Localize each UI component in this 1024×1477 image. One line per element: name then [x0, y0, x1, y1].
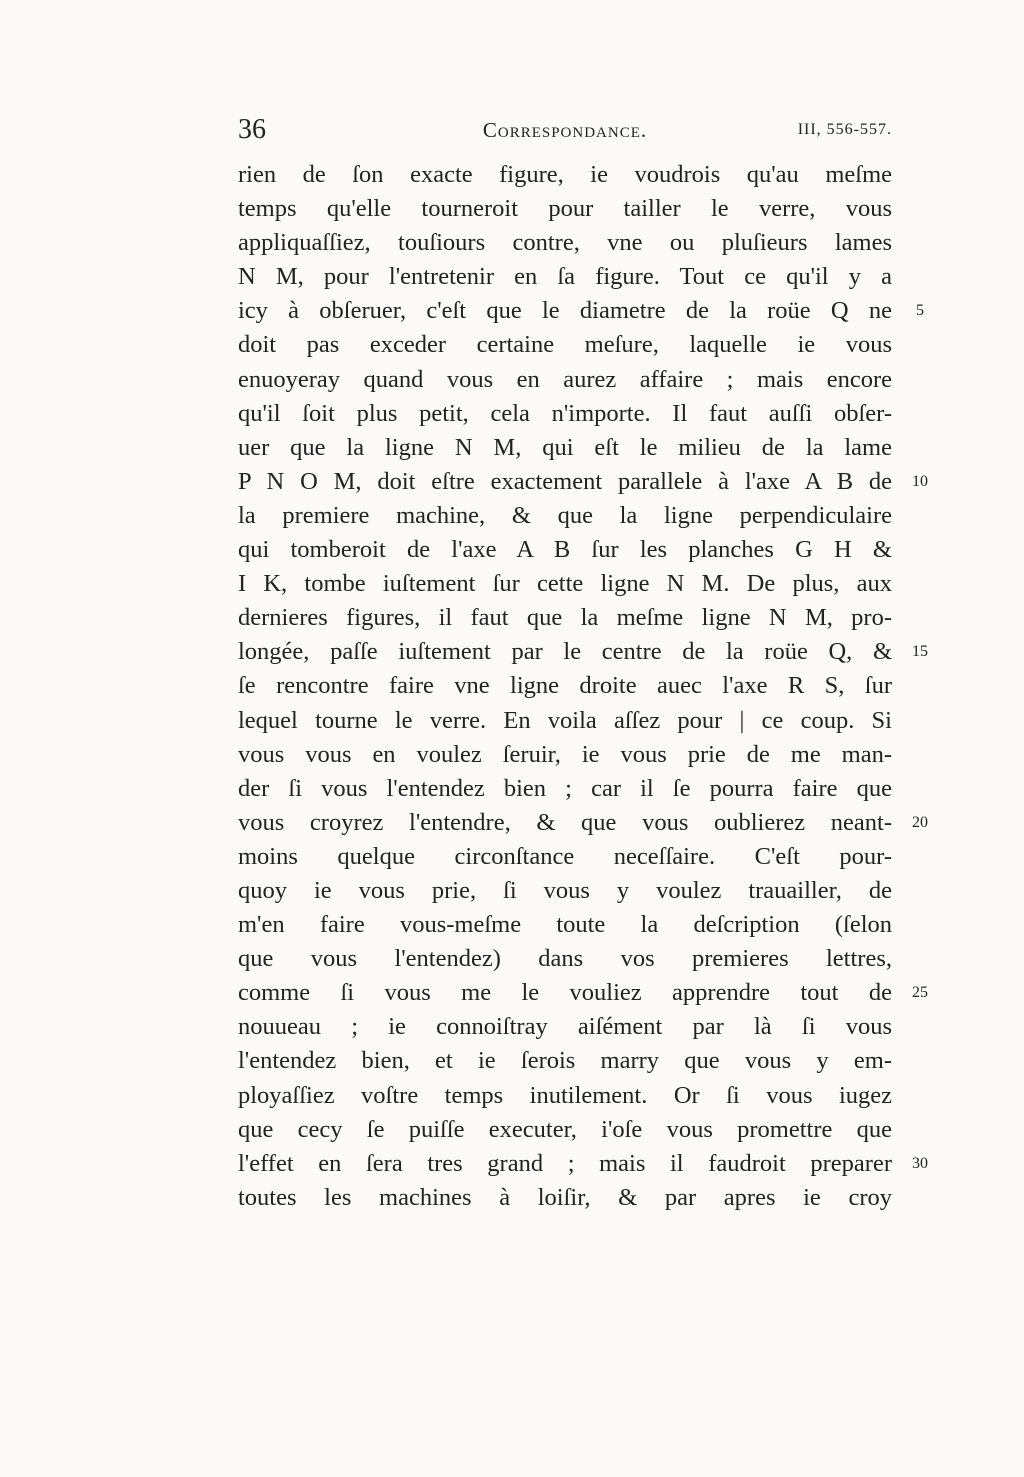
- volume-page-reference: III, 556-557.: [797, 121, 892, 138]
- line-number: 10: [912, 472, 928, 490]
- text-line: quoy ie vous prie, ſi vous y voulez trauailler, de: [238, 876, 892, 904]
- text-line: toutes les machines à loiſir, & par apres ie croy: [238, 1183, 892, 1211]
- text-line: enuoyeray quand vous en aurez affaire ; mais encore: [238, 365, 892, 393]
- line-number: 30: [912, 1154, 928, 1172]
- text-line: icy à obſeruer, c'eſt que le diametre de la roüe Q ne: [238, 297, 892, 325]
- line-number: 25: [912, 984, 928, 1002]
- running-title: Correspondance.: [482, 118, 648, 142]
- text-line: l'entendez bien, et ie ſerois marry que vous y em-: [238, 1047, 892, 1075]
- text-line: m'en faire vous-meſme toute la deſcription (ſelon: [238, 911, 892, 939]
- text-line: vous vous en voulez ſeruir, ie vous prie de me man-: [238, 740, 892, 768]
- text-line: que cecy ſe puiſſe executer, i'oſe vous promettre que: [238, 1115, 892, 1143]
- line-number: 20: [912, 813, 928, 831]
- line-number: 15: [912, 643, 928, 661]
- text-line: l'effet en ſera tres grand ; mais il faudroit preparer: [238, 1149, 892, 1177]
- text-line: ployaſſiez voſtre temps inutilement. Or ſi vous iugez: [238, 1081, 892, 1109]
- text-line: que vous l'entendez) dans vos premieres lettres,: [238, 945, 892, 973]
- text-line: moins quelque circonſtance neceſſaire. C'eſt pour-: [238, 842, 892, 870]
- text-line: appliquaſſiez, touſiours contre, vne ou pluſieurs lames: [238, 229, 892, 257]
- text-line: doit pas exceder certaine meſure, laquelle ie vous: [238, 331, 892, 359]
- text-line: lequel tourne le verre. En voila aſſez pour | ce coup. Si: [238, 706, 892, 734]
- text-line: qui tomberoit de l'axe A B ſur les planches G H &: [238, 536, 892, 564]
- text-line: la premiere machine, & que la ligne perpendiculaire: [238, 501, 892, 529]
- text-line: N M, pour l'entretenir en ſa figure. Tout ce qu'il y a: [238, 263, 892, 291]
- text-line: nouueau ; ie connoiſtray aiſément par là ſi vous: [238, 1013, 892, 1041]
- text-line: I K, tombe iuſtement ſur cette ligne N M. De plus, aux: [238, 570, 892, 598]
- running-header: [238, 112, 892, 148]
- text-line: comme ſi vous me le vouliez apprendre tout de: [238, 979, 892, 1007]
- text-line: qu'il ſoit plus petit, cela n'importe. Il faut auſſi obſer-: [238, 399, 892, 427]
- text-line: vous croyrez l'entendre, & que vous oublierez neant-: [238, 808, 892, 836]
- text-line: der ſi vous l'entendez bien ; car il ſe pourra faire que: [238, 774, 892, 802]
- text-line: ſe rencontre faire vne ligne droite auec l'axe R S, ſur: [238, 672, 892, 700]
- page-number: 36: [238, 114, 266, 145]
- text-line: P N O M, doit eſtre exactement parallele à l'axe A B de: [238, 467, 892, 495]
- text-line: rien de ſon exacte figure, ie voudrois qu'au meſme: [238, 161, 892, 188]
- text-line: longée, paſſe iuſtement par le centre de la roüe Q, &: [238, 638, 892, 666]
- letter-body: [238, 158, 892, 1215]
- text-line: temps qu'elle tourneroit pour tailler le verre, vous: [238, 195, 892, 223]
- text-line: dernieres figures, il faut que la meſme ligne N M, pro-: [238, 604, 892, 632]
- line-number: 5: [916, 302, 924, 320]
- text-line: uer que la ligne N M, qui eſt le milieu de la lame: [238, 433, 892, 461]
